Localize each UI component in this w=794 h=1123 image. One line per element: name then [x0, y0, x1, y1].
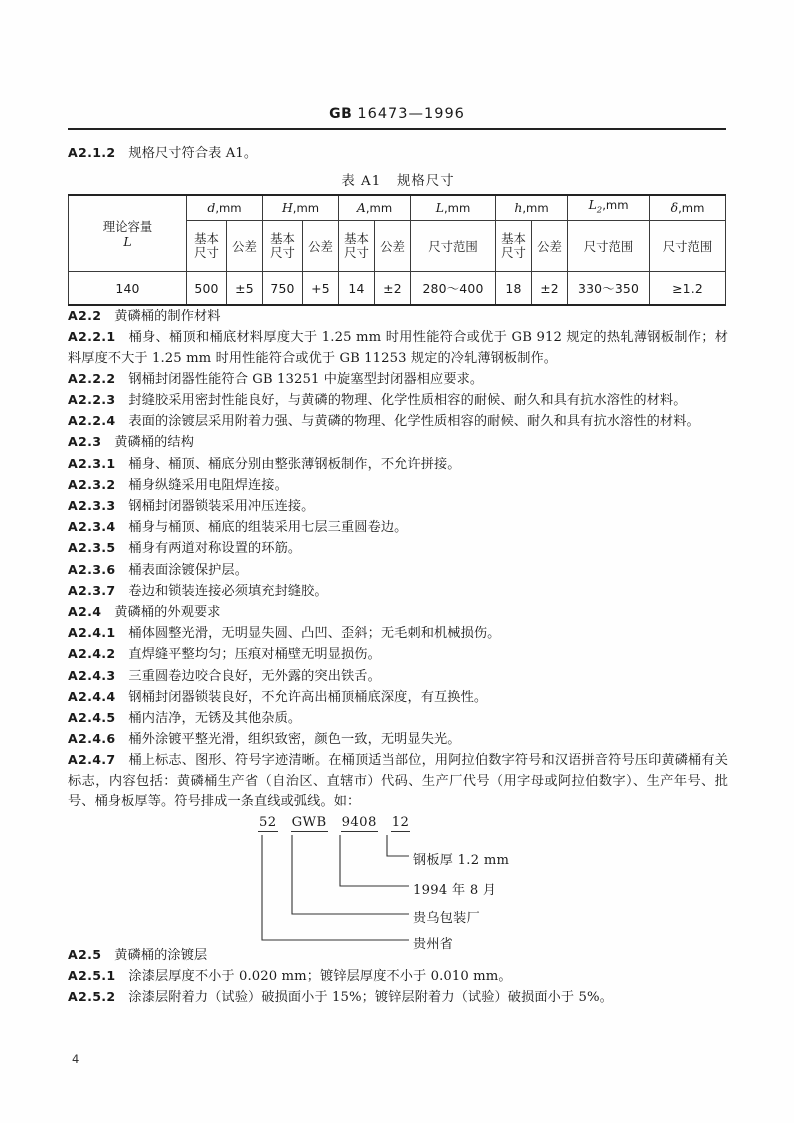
clause-text: 黄磷桶的制作材料 [114, 309, 221, 325]
clause-a2-1-2 [68, 143, 728, 164]
clause-text: 桶身有两道对称设置的环筋。 [128, 541, 302, 557]
clause-text: 桶体圆整光滑，无明显失圆、凸凹、歪斜；无毛刺和机械损伤。 [128, 626, 501, 642]
clause-a2-2-4 [68, 411, 728, 432]
clause-text: 涂漆层厚度不小于 0.020 mm；镀锌层厚度不小于 0.010 mm。 [128, 969, 512, 985]
clause-number: A2.4 [68, 604, 102, 620]
clause-text: 黄磷桶的涂镀层 [114, 948, 208, 964]
standard-prefix: GB [329, 106, 353, 122]
row-header-line2: L [123, 233, 132, 249]
clause-number: A2.3.2 [68, 476, 116, 492]
clause-number: A2.5 [68, 947, 102, 963]
clause-text: 黄磷桶的外观要求 [114, 605, 221, 621]
clause-text: 表面的涂镀层采用附着力强、与黄磷的物理、化学性质相容的耐候、耐久和具有抗水溶性的材料。 [128, 414, 700, 430]
clause-number: A2.4.5 [68, 710, 116, 726]
table-header-row-top [69, 195, 726, 221]
cell-A-tolerance: ±2 [375, 272, 411, 306]
clause-text: 钢桶封闭器锁装良好，不允许高出桶顶桶底深度，有互换性。 [128, 689, 488, 705]
clause-text: 桶上标志、图形、符号字迹清晰。在桶顶适当部位，用阿拉伯数字符号和汉语拼音符号压印黄磷桶有关标志，内容包括：黄磷桶生产省（自治区、直辖市）代码、生产厂代号（用字母或阿拉伯数字）、生产年号、批号、桶身板厚等。符号排成一条直线或弧线。如： [68, 753, 728, 809]
subheader-delta-range: 尺寸范围 [650, 221, 726, 272]
cell-h-tolerance: ±2 [532, 272, 568, 306]
table-row-header-cell [69, 195, 187, 272]
clause-a2-5 [68, 945, 728, 966]
code-token-date: 9408 [341, 815, 377, 831]
group-header-delta: δ,mm [650, 195, 726, 221]
clause-a2-2-3 [68, 390, 728, 411]
cell-d-tolerance: ±5 [227, 272, 263, 306]
clause-text: 三重圆卷边咬合良好，无外露的突出铁舌。 [128, 668, 381, 684]
clause-number: A2.2.1 [68, 329, 116, 345]
clause-a2-4 [68, 602, 728, 623]
clause-number: A2.1.2 [68, 145, 116, 160]
subheader-d-basic: 基本 尺寸 [187, 221, 227, 272]
clause-number: A2.3.4 [68, 519, 116, 535]
clause-a2-4-3 [68, 666, 728, 687]
clause-a2-2 [68, 306, 728, 327]
running-header [68, 106, 726, 122]
clause-number: A2.2.3 [68, 392, 116, 408]
clause-number: A2.4.4 [68, 688, 116, 704]
clause-a2-3 [68, 432, 728, 453]
clause-a2-2-1 [68, 327, 728, 368]
clause-text: 黄磷桶的结构 [114, 435, 194, 451]
clause-a2-3-3 [68, 496, 728, 517]
page-number: 4 [72, 1052, 80, 1066]
clause-text: 涂漆层附着力（试验）破损面小于 15%；镀锌层附着力（试验）破损面小于 5%。 [128, 990, 613, 1006]
clause-text: 桶内洁净，无锈及其他杂质。 [128, 711, 302, 727]
clause-a2-4-6 [68, 729, 728, 750]
subheader-H-tolerance: 公差 [303, 221, 339, 272]
standard-number: 16473—1996 [357, 106, 465, 122]
clause-number: A2.4.6 [68, 731, 116, 747]
clause-number: A2.5.2 [68, 989, 116, 1005]
cell-H-basic: 750 [263, 272, 303, 306]
cell-d-basic: 500 [187, 272, 227, 306]
clause-a2-5-2 [68, 987, 728, 1008]
clause-a2-3-1 [68, 454, 728, 475]
code-token-factory: GWB [291, 815, 327, 831]
clause-number: A2.3.5 [68, 540, 116, 556]
clause-number: A2.2.4 [68, 413, 116, 429]
cell-capacity: 140 [69, 272, 187, 306]
table-caption-title: 规格尺寸 [397, 174, 455, 190]
clause-text: 规格尺寸符合表 A1。 [128, 146, 258, 161]
clause-number: A2.3.1 [68, 455, 116, 471]
clause-number: A2.4.3 [68, 667, 116, 683]
diagram-label-date: 1994 年 8 月 [413, 883, 497, 899]
diagram-label-thickness: 钢板厚 1.2 mm [413, 853, 510, 869]
group-header-d: d,mm [187, 195, 263, 221]
subheader-L-range: 尺寸范围 [411, 221, 496, 272]
clause-a2-5-1 [68, 966, 728, 987]
clause-a2-3-6 [68, 560, 728, 581]
clause-number: A2.2.2 [68, 370, 116, 386]
subheader-L2-range: 尺寸范围 [568, 221, 650, 272]
clause-number: A2.2 [68, 308, 102, 324]
clause-text: 钢桶封闭器锁装采用冲压连接。 [128, 499, 315, 515]
clause-a2-3-5 [68, 538, 728, 559]
subheader-h-basic: 基本 尺寸 [496, 221, 532, 272]
group-header-A: A,mm [339, 195, 411, 221]
group-header-H: H,mm [263, 195, 339, 221]
clause-number: A2.3.7 [68, 582, 116, 598]
clause-number: A2.4.7 [68, 752, 116, 768]
code-token-thickness: 12 [391, 815, 410, 831]
clause-a2-3-2 [68, 475, 728, 496]
diagram-label-province: 贵州省 [413, 937, 454, 953]
clause-a2-4-2 [68, 644, 728, 665]
clause-text: 桶身与桶顶、桶底的组装采用七层三重圆卷边。 [128, 520, 408, 536]
clause-text: 桶外涂镀平整光滑，组织致密，颜色一致，无明显失光。 [128, 732, 461, 748]
clause-text: 桶身纵缝采用电阻焊连接。 [128, 477, 288, 493]
table-caption-label: 表 A1 [341, 174, 382, 190]
clause-text: 卷边和锁装连接必须填充封缝胶。 [128, 583, 328, 599]
clause-text: 桶表面涂镀保护层。 [128, 562, 248, 578]
clause-number: A2.5.1 [68, 968, 116, 984]
clause-a2-4-4 [68, 687, 728, 708]
clause-text: 钢桶封闭器性能符合 GB 13251 中旋塞型封闭器相应要求。 [128, 371, 484, 387]
clause-number: A2.3.3 [68, 498, 116, 514]
group-header-h: h,mm [496, 195, 568, 221]
cell-L-range: 280～400 [411, 272, 496, 306]
marking-code-diagram [68, 815, 728, 953]
header-rule [68, 128, 726, 130]
subheader-h-tolerance: 公差 [532, 221, 568, 272]
clause-a2-4-7 [68, 750, 728, 812]
document-body [68, 143, 728, 1009]
clause-text: 桶身、桶顶、桶底分别由整张薄钢板制作，不允许拼接。 [128, 456, 461, 472]
spec-table [68, 194, 726, 306]
group-header-L2: $L_2,mm$ [568, 195, 650, 221]
leader-lines-svg [68, 815, 728, 943]
cell-A-basic: 14 [339, 272, 375, 306]
subheader-A-tolerance: 公差 [375, 221, 411, 272]
diagram-label-factory: 贵乌包装厂 [413, 911, 480, 927]
clause-number: A2.3.6 [68, 561, 116, 577]
row-header-line1: 理论容量 [102, 218, 153, 234]
cell-h-basic: 18 [496, 272, 532, 306]
clause-number: A2.4.2 [68, 646, 116, 662]
clause-a2-4-1 [68, 623, 728, 644]
table-row [69, 272, 726, 306]
clause-text: 桶身、桶顶和桶底材料厚度大于 1.25 mm 时用性能符合或优于 GB 912 规定的热轧薄钢板制作；材料厚度不大于 1.25 mm 时用性能符合或优于 GB 11253 规定的冷轧薄钢板制作。 [68, 330, 728, 366]
clause-text: 直焊缝平整均匀；压痕对桶壁无明显损伤。 [128, 647, 381, 663]
subheader-H-basic: 基本 尺寸 [263, 221, 303, 272]
code-token-province: 52 [259, 815, 277, 831]
clause-number: A2.3 [68, 434, 102, 450]
clause-a2-4-5 [68, 708, 728, 729]
cell-H-tolerance: +5 [303, 272, 339, 306]
table-caption [68, 170, 728, 189]
clause-a2-2-2 [68, 369, 728, 390]
subheader-d-tolerance: 公差 [227, 221, 263, 272]
group-header-L: L,mm [411, 195, 496, 221]
clause-a2-3-7 [68, 581, 728, 602]
clause-text: 封缝胶采用密封性能良好，与黄磷的物理、化学性质相容的耐候、耐久和具有抗水溶性的材料。 [128, 393, 687, 409]
cell-L2-range: 330～350 [568, 272, 650, 306]
clause-number: A2.4.1 [68, 625, 116, 641]
clause-a2-3-4 [68, 517, 728, 538]
cell-delta-range: ≥1.2 [650, 272, 726, 306]
subheader-A-basic: 基本 尺寸 [339, 221, 375, 272]
